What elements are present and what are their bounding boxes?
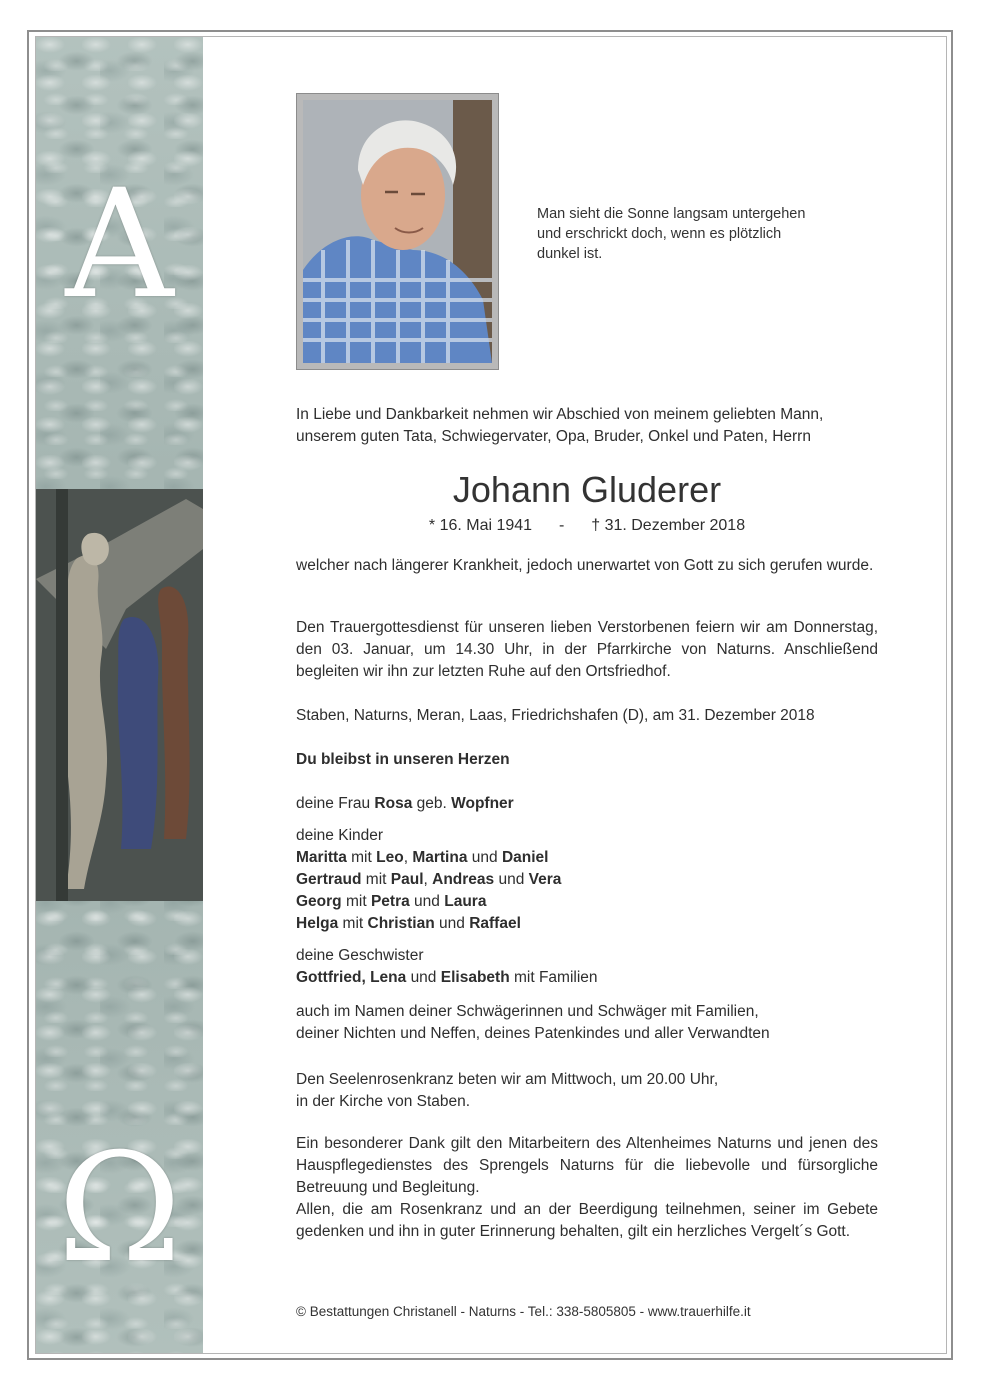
relatives-line: deiner Nichten und Neffen, deines Patenkindes und aller Verwandten — [296, 1025, 770, 1042]
connector: mit — [351, 849, 372, 866]
quote-line: und erschrickt doch, wenn es plötzlich — [537, 226, 782, 242]
connector: und — [439, 915, 465, 932]
rosary-line: in der Kirche von Staben. — [296, 1093, 471, 1110]
connector: und — [410, 969, 437, 986]
life-dates — [296, 515, 878, 537]
memorial-quote — [537, 204, 837, 264]
grandchild-name: Vera — [528, 871, 562, 888]
quote-line: dunkel ist. — [537, 246, 603, 262]
birth-date: * 16. Mai 1941 — [428, 517, 533, 534]
wife-line — [296, 793, 878, 815]
child-name: Georg — [296, 893, 342, 910]
partner-name: Petra — [370, 893, 410, 910]
grandchild-name: Martina — [412, 849, 468, 866]
crucifix-relief-image — [36, 489, 203, 901]
comma: , — [423, 871, 428, 888]
decorative-side-band — [36, 37, 203, 1353]
child-line — [296, 891, 878, 913]
rosary-block — [296, 1069, 878, 1113]
wife-last-name: Wopfner — [451, 795, 514, 812]
grandchild-name: Andreas — [432, 871, 495, 888]
thanks-paragraph-2: Allen, die am Rosenkranz und an der Beerdigung teilnehmen, seiner im Gebete gedenken und ihn in guter Erinnerung behalten, gilt ein herzliches Vergelt´s Gott. — [296, 1201, 878, 1240]
intro-line: unserem guten Tata, Schwiegervater, Opa, Bruder, Onkel und Paten, Herrn — [296, 428, 811, 445]
wife-prefix: deine Frau — [296, 795, 371, 812]
child-line — [296, 847, 878, 869]
wife-first-name: Rosa — [374, 795, 413, 812]
grandchild-name: Raffael — [469, 915, 521, 932]
omega-letter: Ω — [57, 1122, 182, 1296]
siblings-suffix: mit Familien — [513, 969, 598, 986]
siblings-line: Gottfried, Lena und Elisabeth mit Familien — [296, 969, 598, 986]
intro-text — [296, 404, 878, 448]
intro-line: In Liebe und Dankbarkeit nehmen wir Abschied von meinem geliebten Mann, — [296, 406, 824, 423]
funeral-home-footer: © Bestattungen Christanell - Naturns - Tel.: 338-5805805 - www.trauerhilfe.it — [296, 1304, 751, 1319]
child-name: Maritta — [296, 849, 347, 866]
crucifix-relief-drawing — [36, 489, 203, 901]
sibling-name: Lena — [370, 969, 407, 986]
partner-name: Leo — [376, 849, 404, 866]
motto-line: Du bleibst in unseren Herzen — [296, 751, 510, 768]
connector: mit — [365, 871, 387, 888]
wife-mid: geb. — [416, 795, 447, 812]
connector: und — [498, 871, 525, 888]
children-block — [296, 825, 878, 935]
deceased-name: Johann Gluderer — [452, 469, 722, 510]
comma: , — [403, 849, 408, 866]
child-name: Gertraud — [296, 871, 362, 888]
thanks-paragraph-1: Ein besonderer Dank gilt den Mitarbeitern des Altenheimes Naturns und jenen des Hauspflegedienstes des Sprengels Naturns für die liebevolle und fürsorgliche Betreuung und Begleitung. — [296, 1135, 878, 1196]
children-label: deine Kinder — [296, 827, 384, 844]
place-date-line: Staben, Naturns, Meran, Laas, Friedrichshafen (D), am 31. Dezember 2018 — [296, 707, 815, 724]
partner-name: Christian — [367, 915, 435, 932]
date-separator: - — [558, 517, 565, 534]
child-name: Helga — [296, 915, 339, 932]
partner-name: Paul — [390, 871, 424, 888]
relatives-line: auch im Namen deiner Schwägerinnen und Schwäger mit Familien, — [296, 1003, 759, 1020]
grandchild-name: Laura — [444, 893, 487, 910]
sibling-name: Elisabeth — [440, 969, 510, 986]
portrait-photo — [303, 100, 492, 363]
sibling-name: Gottfried — [296, 969, 362, 986]
child-line — [296, 913, 878, 935]
portrait-frame — [296, 93, 499, 370]
alpha-letter: A — [65, 158, 174, 332]
grandchild-name: Daniel — [501, 849, 549, 866]
connector: und — [414, 893, 440, 910]
relatives-block — [296, 1001, 878, 1045]
siblings-block — [296, 945, 878, 989]
connector: mit — [342, 915, 364, 932]
siblings-label: deine Geschwister — [296, 947, 424, 964]
connector: mit — [345, 893, 367, 910]
quote-line: Man sieht die Sonne langsam untergehen — [537, 206, 806, 222]
connector: und — [471, 849, 498, 866]
rosary-line: Den Seelenrosenkranz beten wir am Mittwoch, um 20.00 Uhr, — [296, 1071, 719, 1088]
portrait-drawing — [303, 100, 492, 363]
service-paragraph: Den Trauergottesdienst für unseren lieben Verstorbenen feiern wir am Donnerstag, den 03. Januar, um 14.30 Uhr, in der Pfarrkirche von Naturns. Anschließend begleiten wir ihn zur letzten Ruhe auf den Ortsfriedhof. — [296, 619, 878, 680]
called-paragraph: welcher nach längerer Krankheit, jedoch unerwartet von Gott zu sich gerufen wurde. — [296, 557, 874, 574]
death-date: † 31. Dezember 2018 — [591, 517, 746, 534]
child-line — [296, 869, 878, 891]
